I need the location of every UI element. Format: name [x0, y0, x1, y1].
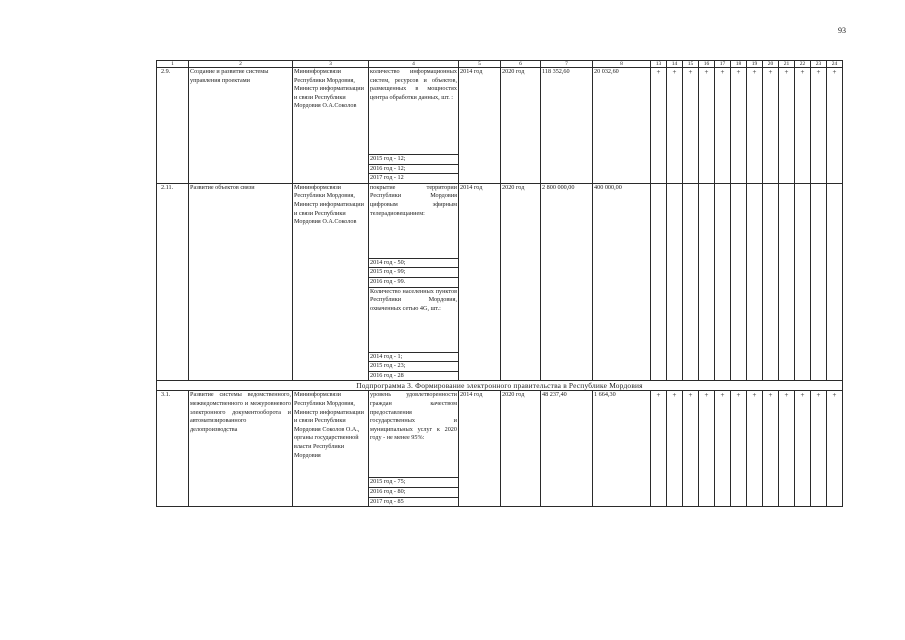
plan-mark: +: [811, 391, 827, 507]
plan-mark-empty: [827, 183, 843, 381]
total-funding: 48 237,40: [541, 391, 593, 507]
plan-mark: +: [827, 391, 843, 507]
total-funding: 2 800 000,00: [541, 183, 593, 381]
start-year: 2014 год: [459, 183, 501, 381]
plan-mark: +: [827, 68, 843, 184]
header-cell: 7: [541, 61, 593, 68]
year-value: 2017 год - 12: [369, 174, 459, 184]
header-cell: 6: [501, 61, 541, 68]
plan-mark: +: [651, 68, 667, 184]
measure-name: Создание и развитие системы управления проектами: [189, 68, 293, 184]
measure-name: Развитие объектов связи: [189, 183, 293, 381]
plan-mark-empty: [683, 183, 699, 381]
plan-mark: +: [795, 391, 811, 507]
subprogram-title: Подпрограмма 3. Формирование электронного правительства в Республике Мордовия: [157, 381, 843, 391]
header-cell: 8: [593, 61, 651, 68]
year-value: 2015 год - 23;: [369, 362, 459, 372]
header-cell: 22: [795, 61, 811, 68]
indicator: Количество населенных пунктов Республики Мордовия, охваченных сетью 4G, шт.:: [369, 287, 459, 352]
page-number: 93: [838, 26, 846, 35]
header-cell: 13: [651, 61, 667, 68]
year-value: 2015 год - 12;: [369, 155, 459, 165]
executor: Мининформсвязи Республики Мордовия, Министр информатизации и связи Республики Мордовия Соколов О.А., органы государственной власти Республики Мордовия: [293, 391, 369, 507]
table-row: [157, 68, 843, 155]
header-cell: 23: [811, 61, 827, 68]
plan-mark: +: [795, 68, 811, 184]
header-cell: 15: [683, 61, 699, 68]
plan-mark: +: [731, 391, 747, 507]
plan-mark-empty: [651, 183, 667, 381]
indicator: покрытие территории Республики Мордовия цифровым эфирным телерадиовещанием:: [369, 183, 459, 258]
plan-mark: +: [763, 68, 779, 184]
plan-mark: +: [699, 391, 715, 507]
year-value: 2016 год - 99.: [369, 277, 459, 287]
indicator: количество информационных систем, ресурсов и объектов, размещенных в мощностях центра обработки данных, шт. :: [369, 68, 459, 155]
funding-amount: 20 032,60: [593, 68, 651, 184]
header-cell: 18: [731, 61, 747, 68]
start-year: 2014 год: [459, 391, 501, 507]
plan-mark-empty: [811, 183, 827, 381]
header-cell: 21: [779, 61, 795, 68]
program-table: [156, 60, 843, 507]
header-cell: 5: [459, 61, 501, 68]
year-value: 2014 год - 1;: [369, 352, 459, 362]
year-value: 2014 год - 50;: [369, 258, 459, 268]
year-value: 2016 год - 28: [369, 371, 459, 381]
plan-mark: +: [667, 391, 683, 507]
header-cell: 20: [763, 61, 779, 68]
table-row: [157, 183, 843, 258]
plan-mark-empty: [731, 183, 747, 381]
plan-mark: +: [779, 391, 795, 507]
header-cell: 14: [667, 61, 683, 68]
plan-mark-empty: [715, 183, 731, 381]
executor: Мининформсвязи Республики Мордовия, Министр информатизации и связи Республики Мордовия О.А.Соколов: [293, 183, 369, 381]
header-cell: 1: [157, 61, 189, 68]
header-cell: 17: [715, 61, 731, 68]
plan-mark-empty: [699, 183, 715, 381]
subprogram-row: [157, 381, 843, 391]
header-cell: 2: [189, 61, 293, 68]
funding-amount: 1 664,30: [593, 391, 651, 507]
year-value: 2017 год - 85: [369, 497, 459, 507]
plan-mark-empty: [763, 183, 779, 381]
plan-mark: +: [811, 68, 827, 184]
plan-mark: +: [763, 391, 779, 507]
plan-mark: +: [683, 391, 699, 507]
funding-amount: 400 000,00: [593, 183, 651, 381]
plan-mark: +: [699, 68, 715, 184]
plan-mark-empty: [667, 183, 683, 381]
executor: Мининформсвязи Республики Мордовия, Министр информатизации и связи Республики Мордовия О.А.Соколов: [293, 68, 369, 184]
end-year: 2020 год: [501, 68, 541, 184]
item-number: 3.1.: [157, 391, 189, 507]
item-number: 2.9.: [157, 68, 189, 184]
total-funding: 118 352,60: [541, 68, 593, 184]
year-value: 2015 год - 99;: [369, 268, 459, 278]
plan-mark-empty: [747, 183, 763, 381]
header-row: [157, 61, 843, 68]
plan-mark-empty: [779, 183, 795, 381]
plan-mark: +: [747, 68, 763, 184]
end-year: 2020 год: [501, 391, 541, 507]
year-value: 2015 год - 75;: [369, 478, 459, 488]
plan-mark: +: [747, 391, 763, 507]
year-value: 2016 год - 80;: [369, 487, 459, 497]
year-value: 2016 год - 12;: [369, 164, 459, 174]
table-row: [157, 391, 843, 478]
end-year: 2020 год: [501, 183, 541, 381]
header-cell: 19: [747, 61, 763, 68]
plan-mark: +: [779, 68, 795, 184]
plan-mark: +: [683, 68, 699, 184]
plan-mark: +: [667, 68, 683, 184]
indicator: уровень удовлетворенности граждан качеством предоставления государственных и муниципальных услуг к 2020 году - не менее 95%:: [369, 391, 459, 478]
header-cell: 3: [293, 61, 369, 68]
start-year: 2014 год: [459, 68, 501, 184]
item-number: 2.11.: [157, 183, 189, 381]
plan-mark-empty: [795, 183, 811, 381]
plan-mark: +: [715, 391, 731, 507]
measure-name: Развитие системы ведомственного, межведомственного и межуровневого электронного документооборота и автоматизированного делопроизводства: [189, 391, 293, 507]
header-cell: 4: [369, 61, 459, 68]
header-cell: 16: [699, 61, 715, 68]
plan-mark: +: [731, 68, 747, 184]
plan-mark: +: [651, 391, 667, 507]
plan-mark: +: [715, 68, 731, 184]
header-cell: 24: [827, 61, 843, 68]
